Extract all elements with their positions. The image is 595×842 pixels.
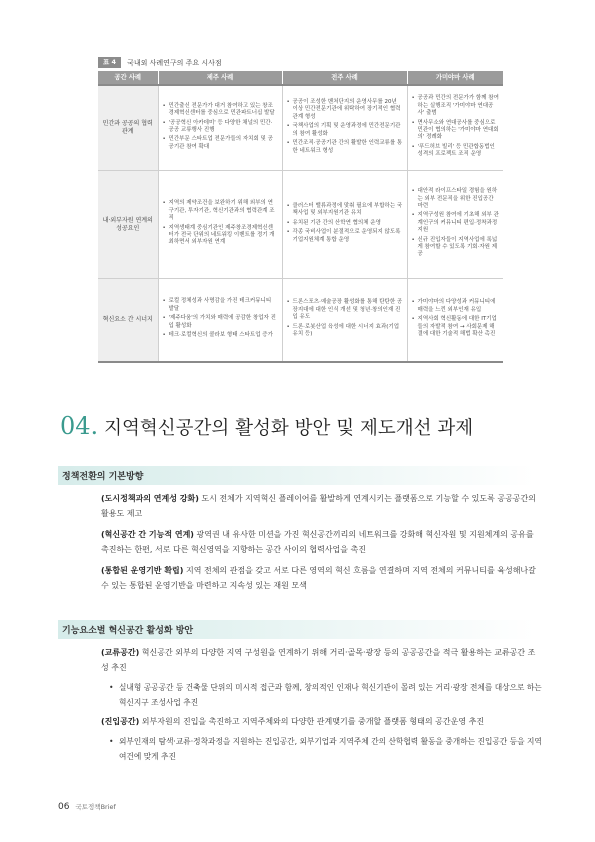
subsection-heading: 기능요소별 혁신공간 활성화 방안: [62, 626, 194, 636]
bullet-paragraph: • 실내형 공공공간 등 건축물 단위의 미시적 접근과 함께, 창의적인 인재나 혁신기관이 몰려 있는 거리·광장 전체를 대상으로 하는 혁신지구 조성사업 추진: [109, 680, 547, 710]
paragraph-lead: (통합된 운영기반 확립): [101, 566, 184, 575]
list-item: • 드론·로봇산업 육성에 대한 시너지 효과(기업 유치 등): [287, 324, 403, 339]
paragraph: [101, 491, 537, 521]
list-item: • 공공과 민간의 전문가가 함께 참여하는 실행조직 '가미야마 연대공사' 출범: [412, 95, 500, 117]
table-row: [98, 171, 503, 279]
section-title: 지역혁신공간의 활성화 방안 및 제도개선 과제: [104, 418, 474, 439]
list-item: • '공공혁신 아카데미' 등 다양한 채널의 민간·공공 교류행사 진행: [163, 120, 278, 135]
page-footer: [58, 802, 116, 812]
list-item: • 지역의 제약조건을 보완하기 위해 외부의 연구기관, 투자기관, 혁신기관과의 협력관계 조직: [163, 200, 278, 222]
row-label: 혁신요소 간 시너지: [98, 279, 158, 363]
paragraph-lead: (교류공간): [101, 648, 140, 657]
table-row: [98, 85, 503, 171]
header-jeju-case: 제주 사례: [158, 71, 282, 85]
paragraph-text: 도시 전체가 지역혁신 플레이어를 활발하게 연계시키는 플랫폼으로 기능할 수 있도록 공공공간의 활용도 제고: [101, 494, 536, 518]
subsection-heading-bar: [58, 466, 535, 485]
list-item: • 민간조직·공공기관 간의 활발한 인력교류를 통한 네트워크 형성: [287, 140, 403, 155]
list-item: • 공공이 조성한 벤처단지의 운영사무를 20년 이상 민간전문기관에 위탁하여 장기적인 협력관계 형성: [287, 99, 403, 121]
table-row: [98, 279, 503, 363]
jeju-cell: [158, 171, 282, 279]
list-item: • 대안적 라이프스타일 경험을 원하는 외부 전문직을 위한 진입공간 마련: [412, 188, 500, 210]
paragraph: [101, 645, 537, 675]
header-space-case: 공간 사례: [98, 71, 158, 85]
list-item: • 가미야마의 다양성과 커뮤니티에 매력을 느낀 외부인재 유입: [412, 299, 500, 314]
row-label: 내·외부자원 연계의 성공요인: [98, 171, 158, 279]
list-item: • 면사무소와 연대공사를 중심으로 민관이 협의하는 '가미야마 연대회의' 정례화: [412, 120, 500, 142]
section-number: 04.: [60, 412, 99, 440]
list-item: • 신규 진입자들이 지역사업에 록넓게 참여할 수 있도록 기회·자원 제공: [412, 237, 500, 259]
table-number-badge: 표 4: [98, 57, 121, 68]
paragraph: [101, 527, 537, 557]
jeju-cell: [158, 85, 282, 171]
list-item: • 유치된 기관 간의 산학연 협의체 운영: [287, 220, 403, 227]
paragraph-text: 광역권 내 유사한 미션을 가진 혁신공간끼리의 네트워크를 강화해 혁신자원 및 지원체계의 공유를 촉진하는 한편, 서로 다른 혁신영역을 지향하는 공간 사이의 협력사업을 촉진: [101, 530, 534, 554]
bullet-paragraph: • 외부인재의 탐색·교류·정착과정을 지원하는 진입공간, 외부기업과 지역주체 간의 산학협력 활동을 중개하는 진입공간 등을 지역여건에 맞게 추진: [109, 734, 547, 764]
paragraph: [101, 714, 537, 729]
jeonju-cell: [282, 85, 407, 171]
list-item: • '푸드허브 빌리' 등 민관합동법인 성격의 프로젝트 조직 운영: [412, 144, 500, 159]
list-item: • 각종 국비사업이 분절적으로 운영되지 않도록 기업지원체계 통합 운영: [287, 229, 403, 244]
paragraph: [101, 563, 537, 593]
table-caption: [98, 57, 222, 68]
list-item: • 민간부문 스타트업 전문가들의 자치회 및 공공기관 참여 확대: [163, 136, 278, 151]
table-title: 국내외 사례연구의 주요 시사점: [127, 58, 222, 67]
publication-name: 국토정책Brief: [75, 803, 116, 811]
list-item: • 지역생태계 중심기관인 제주창조경제혁신센터가 전국 단위의 네트워킹 이벤트를 정기 개최하면서 외부자원 연계: [163, 225, 278, 247]
paragraph-lead: (혁신공간 간 기능적 연계): [101, 530, 194, 539]
list-item: • 클러스터 밸류과정에 맞춰 필요에 부합하는 국책사업 및 외부지원기관 유치: [287, 203, 403, 218]
table-header-row: [98, 71, 503, 85]
list-item: • 로컬 정체성과 사명감을 가진 테크커뮤니티 발달: [163, 298, 278, 313]
page-number: 06: [58, 802, 70, 812]
list-item: • 국책사업의 기획 및 운영과정에 민간전문기관의 참여 활성화: [287, 123, 403, 138]
subsection-heading-bar: [58, 620, 535, 639]
kamiyama-cell: [407, 279, 503, 363]
kamiyama-cell: [407, 171, 503, 279]
list-item: • 지역사회 혁신활동에 대한 IT기업들의 자발적 참여 → 사회문제 해결에 대한 기술적 해법 확산 촉진: [412, 316, 500, 338]
paragraph-text: 지역 전체의 관점을 갖고 서로 다른 영역의 혁신 흐름을 연결하며 지역 전체의 커뮤니티를 육성해나갈 수 있는 통합된 운영기반을 마련하고 지속성 있는 재원 모색: [101, 566, 536, 590]
list-item: • 드론스포츠·예술공장 활성화를 통해 탄탄한 공장지대에 대한 인식 개선 및 청년·창의인재 진입 유도: [287, 299, 403, 321]
jeonju-cell: [282, 279, 407, 363]
section-heading: [60, 412, 473, 440]
header-jeonju-case: 전주 사례: [282, 71, 407, 85]
row-label: 민간과 공공의 협력관계: [98, 85, 158, 171]
list-item: • 테크·로컬혁신의 콜라보 형태 스타트업 증가: [163, 332, 278, 339]
paragraph-lead: (도시정책과의 연계성 강화): [101, 494, 199, 503]
list-item: • 지역구성원 참여에 기초해 외부 관계인구의 커뮤니티 편입·정착과정 지원: [412, 212, 500, 234]
subsection-heading: 정책전환의 기본방향: [62, 472, 144, 482]
jeonju-cell: [282, 171, 407, 279]
paragraph-lead: (진입공간): [101, 717, 140, 726]
list-item: • 민간출신 전문가가 대거 참여하고 있는 창조경제혁신센터를 중심으로 민관파트너십 발달: [163, 103, 278, 118]
header-kamiyama-case: 가미야마 사례: [407, 71, 503, 85]
case-study-table: [98, 71, 503, 363]
kamiyama-cell: [407, 85, 503, 171]
paragraph-text: 혁신공간 외부의 다양한 지역 구성원을 연계하기 위해 거리·골목·광장 등의 공공공간을 적극 활용하는 교류공간 조성 추진: [101, 648, 536, 672]
jeju-cell: [158, 279, 282, 363]
paragraph-text: 외부자원의 진입을 촉진하고 지역주체와의 다양한 관계맺기를 중개할 플랫폼 형태의 공간운영 추진: [139, 717, 485, 726]
list-item: • '제주다움'의 가치와 매력에 공감한 창업자 진입 활성화: [163, 315, 278, 330]
